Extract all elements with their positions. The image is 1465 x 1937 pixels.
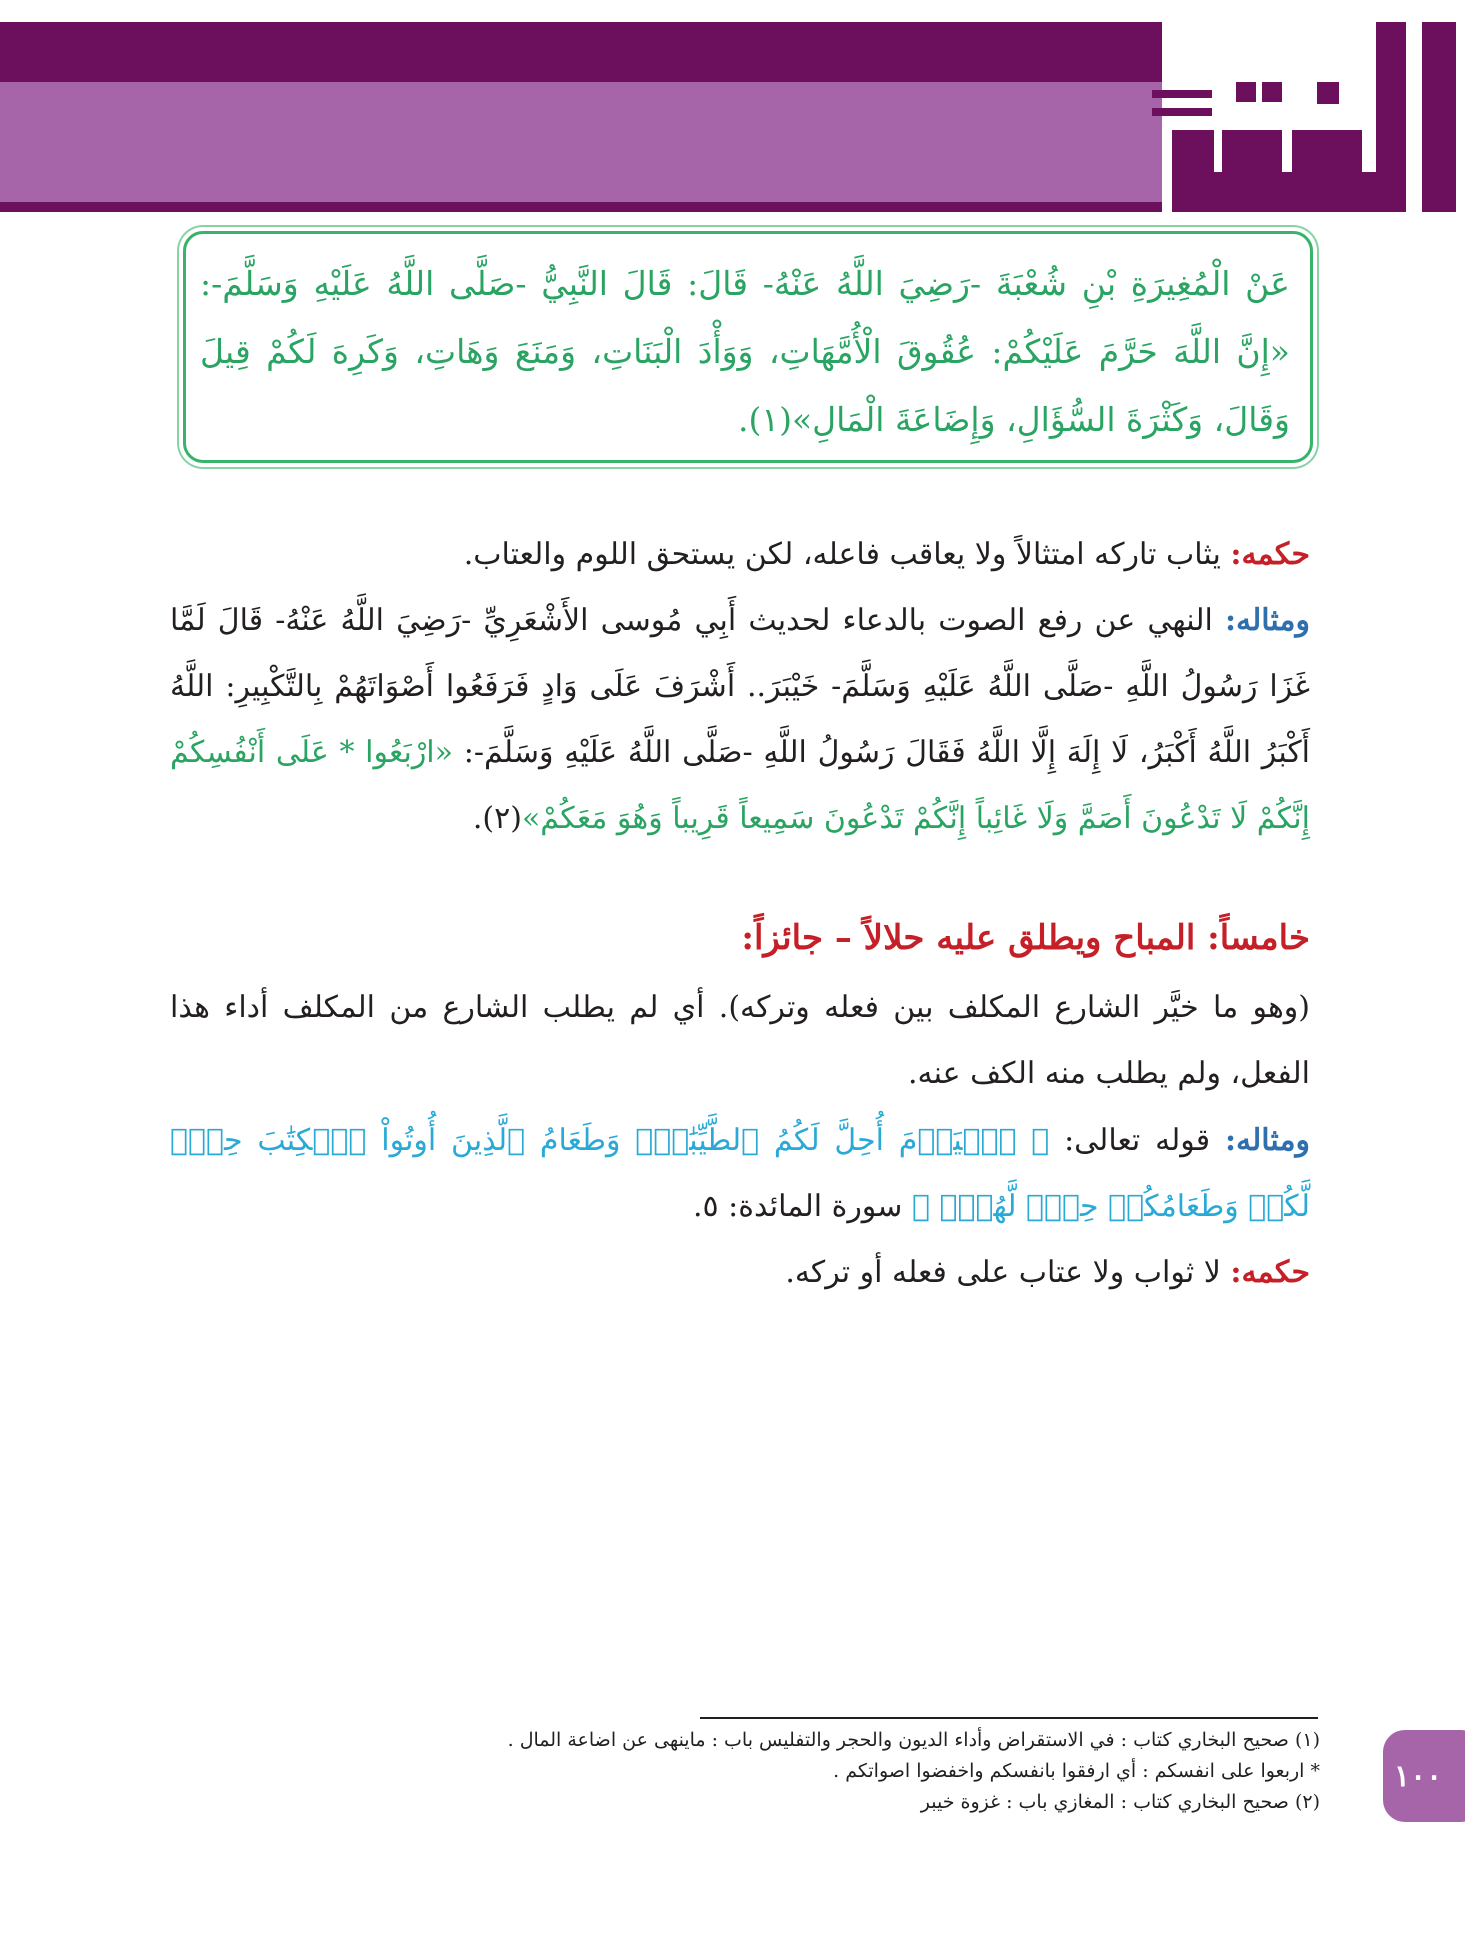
example-label: ومثاله: [1224, 603, 1310, 638]
logo-alef-stroke [1422, 22, 1456, 212]
logo-stripe-1 [1152, 90, 1212, 98]
footnote-2: (٢) صحيح البخاري كتاب : المغازي باب : غزوة خيبر [920, 1791, 1320, 1813]
header-band-light [0, 82, 1162, 202]
logo-dots-3 [1262, 82, 1282, 102]
example-paragraph-1 [170, 588, 1310, 852]
footnote-star: * اربعوا على انفسكم : أي ارفقوا بانفسكم واخفضوا اصواتكم . [833, 1760, 1320, 1782]
example-paragraph-2 [170, 1108, 1310, 1240]
hukm-text: يثاب تاركه امتثالاً ولا يعاقب فاعله، لكن يستحق اللوم والعتاب. [463, 537, 1231, 572]
footnotes [300, 1725, 1320, 1818]
header-band-dark [0, 22, 1162, 82]
logo-stripe-2 [1152, 108, 1212, 116]
logo-lam-stroke [1376, 22, 1406, 212]
logo-qaf-loop [1222, 130, 1282, 172]
section-heading: خامساً: المباح ويطلق عليه حلالاً – جائزاً: [741, 918, 1310, 958]
hukm-label-2: حكمه: [1230, 1255, 1310, 1290]
hukm-label: حكمه: [1230, 537, 1310, 572]
logo-base-bar [1172, 172, 1376, 212]
definition-paragraph: (وهو ما خيَّر الشارع المكلف بين فعله وتركه). أي لم يطلب الشارع من المكلف أداء هذا الفعل، ولم يطلب منه الكف عنه. [170, 990, 1310, 1091]
logo-ha-loop [1172, 130, 1214, 172]
example-label-2: ومثاله: [1224, 1123, 1311, 1158]
hukm-text-2: لا ثواب ولا عتاب على فعله أو تركه. [785, 1255, 1231, 1290]
logo-dots-2 [1236, 82, 1256, 102]
example-quote: «ارْبَعُوا * عَلَى أَنْفُسِكُمْ إِنَّكُمْ لَا تَدْعُونَ أَصَمَّ وَلَا غَائِباً إِنَّكُمْ تَدْعُونَ سَمِيعاً قَرِيباً وَهُوَ مَعَكُمْ» [170, 735, 1310, 836]
verse-reference: سورة المائدة: ٥. [692, 1189, 912, 1224]
page-number: ١٠٠ [1383, 1730, 1465, 1822]
subject-logo [1162, 22, 1465, 212]
example-footnote-ref: (٢). [472, 801, 522, 836]
logo-dots-1 [1317, 82, 1339, 104]
hukm-paragraph-2 [170, 1240, 1310, 1306]
footnote-divider [700, 1717, 1318, 1719]
example-text: النهي عن رفع الصوت بالدعاء لحديث أَبِي مُوسى الأَشْعَرِيِّ -رَضِيَ اللَّهُ عَنْهُ- قَالَ لَمَّا غَزَا رَسُولُ اللَّهِ -صَلَّى اللَّهُ عَلَيْهِ وَسَلَّمَ- خَيْبَرَ.. أَشْرَفَ عَلَى وَادٍ فَرَفَعُوا أَصْوَاتَهُمْ بِالتَّكْبِيرِ: اللَّهُ أَكْبَرُ اللَّهُ أَكْبَرُ، لَا إِلَهَ إِلَّا اللَّهُ فَقَالَ رَسُولُ اللَّهِ -صَلَّى اللَّهُ عَلَيْهِ وَسَلَّمَ-: [170, 603, 1310, 770]
hukm-paragraph-1 [170, 522, 1310, 588]
footnote-1: (١) صحيح البخاري كتاب : في الاستقراض وأداء الديون والحجر والتفليس باب : ماينهى عن اضاعة المال . [507, 1729, 1320, 1751]
logo-fa-loop [1292, 130, 1362, 172]
example-intro: قوله تعالى: [1049, 1123, 1225, 1158]
quran-verse: ﴿ ٱلۡيَوۡمَ أُحِلَّ لَكُمُ ٱلطَّيِّبَٰتُۖ وَطَعَامُ ٱلَّذِينَ أُوتُواْ ٱلۡكِتَٰبَ حِلّٞ لَّكُمۡ وَطَعَامُكُمۡ حِلّٞ لَّهُمۡۖ ﴾ [170, 1123, 1310, 1224]
hadith-text: عَنْ الْمُغِيرَةِ بْنِ شُعْبَةَ -رَضِيَ اللَّهُ عَنْهُ- قَالَ: قَالَ النَّبِيُّ -صَلَّى اللَّهُ عَلَيْهِ وَسَلَّمَ-: «إِنَّ اللَّهَ حَرَّمَ عَلَيْكُمْ: عُقُوقَ الْأُمَّهَاتِ، وَوَأْدَ الْبَنَاتِ، وَمَنَعَ وَهَاتِ، وَكَرِهَ لَكُمْ قِيلَ وَقَالَ، وَكَثْرَةَ السُّؤَالِ، وَإِضَاعَةَ الْمَالِ»(١). [200, 264, 1290, 439]
